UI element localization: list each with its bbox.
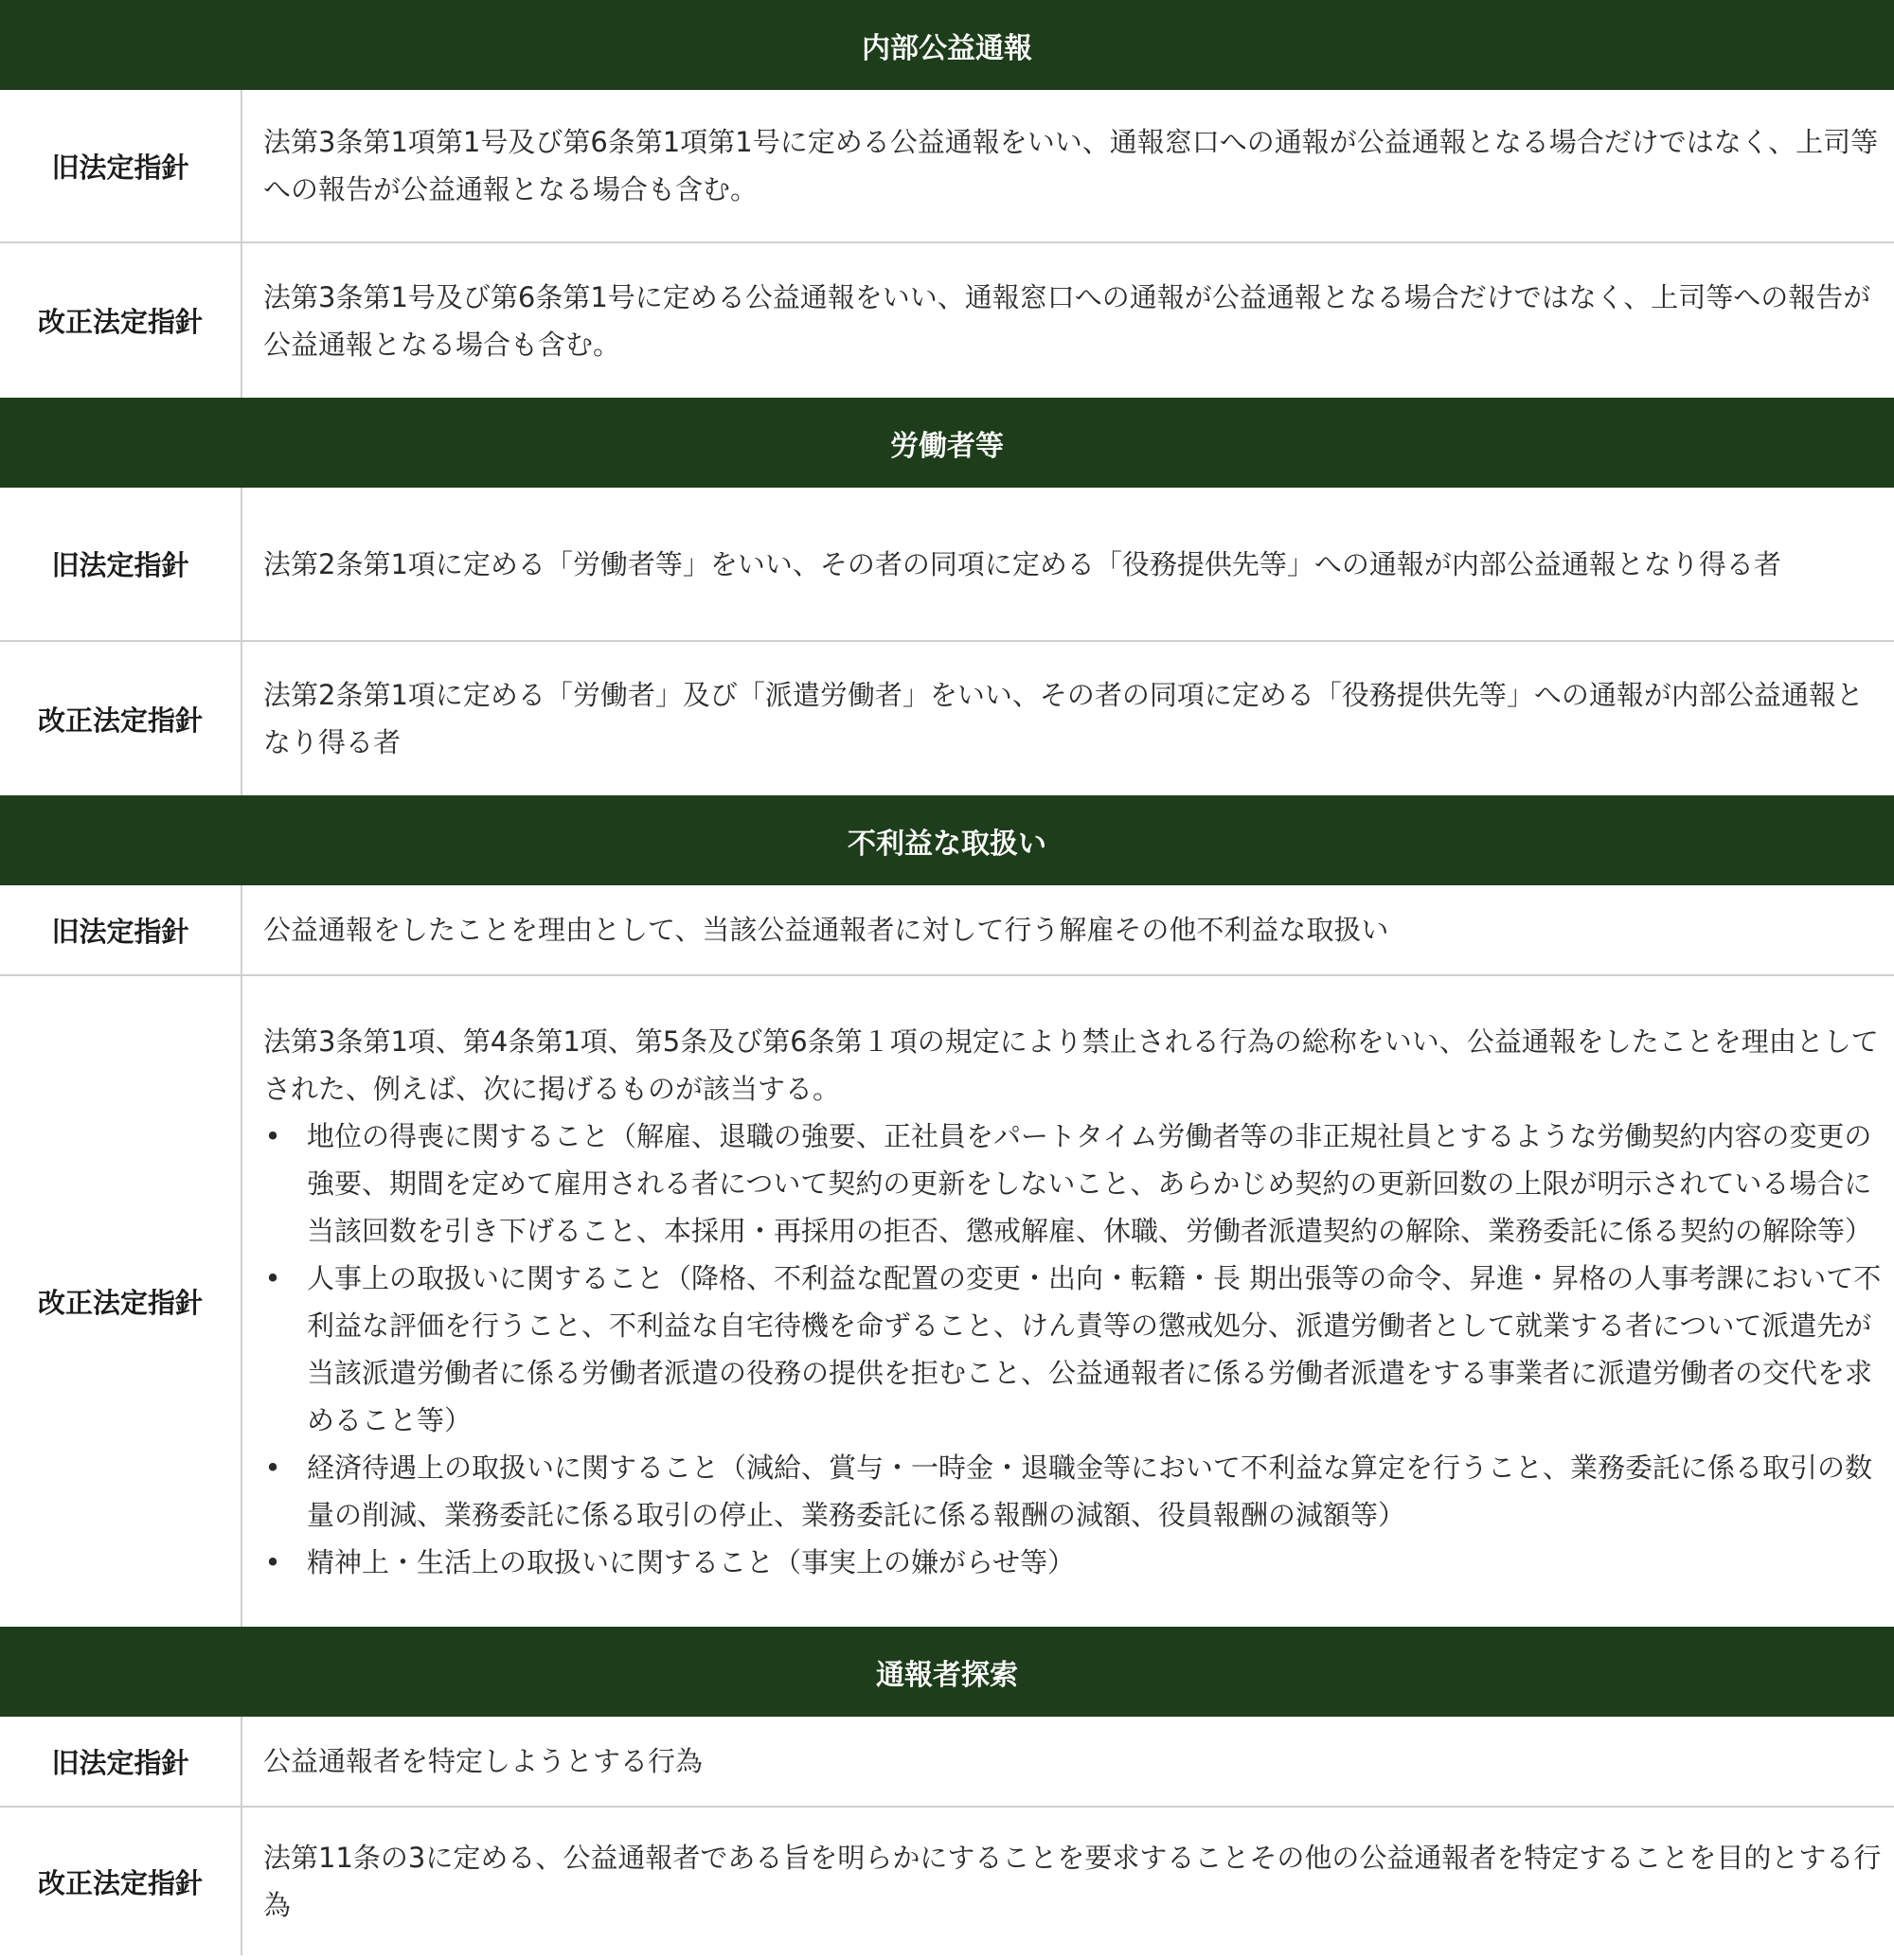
list-item [263, 1255, 1883, 1444]
row-text [242, 488, 1894, 640]
table-row [0, 488, 1894, 642]
section-header-internal-whistleblowing: 内部公益通報 [0, 0, 1894, 90]
row-label-old-guideline: 旧法定指針 [0, 885, 242, 974]
row-text-content: 法第2条第1項に定める「労働者」及び「派遣労働者」をいい、その者の同項に定める「役務提供先等」への通報が内部公益通報となり得る者 [263, 679, 1864, 758]
row-text [242, 1717, 1894, 1806]
table-row [0, 976, 1894, 1627]
bullet-icon: • [264, 1119, 281, 1152]
list-item-text: 精神上・生活上の取扱いに関すること（事実上の嫌がらせ等） [307, 1545, 1076, 1578]
row-label-revised-guideline: 改正法定指針 [0, 642, 242, 795]
section-header-whistleblower-search: 通報者探索 [0, 1627, 1894, 1717]
list-item-text: 人事上の取扱いに関すること（降格、不利益な配置の変更・出向・転籍・長 期出張等の命令、昇進・昇格の人事考課において不利益な評価を行うこと、不利益な自宅待機を命ずること、けん責等の懲戒処分、派遣労働者として就業する者について派遣先が当該派遣労働者に係る労働者派遣の役務の提供を拒むこと、公益通報者に係る労働者派遣をする事業者に派遣労働者の交代を求めること等） [307, 1261, 1882, 1436]
row-text-content: 法第3条第1項第1号及び第6条第1項第1号に定める公益通報をいい、通報窓口への通報が公益通報となる場合だけではなく、上司等への報告が公益通報となる場合も含む。 [263, 126, 1879, 205]
section-header-disadvantageous-treatment: 不利益な取扱い [0, 795, 1894, 885]
table-row [0, 642, 1894, 795]
list-item [263, 1539, 1883, 1586]
row-text [242, 976, 1894, 1627]
list-item-text: 地位の得喪に関すること（解雇、退職の強要、正社員をパートタイム労働者等の非正規社員とするような労働契約内容の変更の強要、期間を定めて雇用される者について契約の更新をしないこと、あらかじめ契約の更新回数の上限が明示されている場合に当該回数を引き下げること、本採用・再採用の拒否、懲戒解雇、休職、労働者派遣契約の解除、業務委託に係る契約の解除等） [307, 1119, 1873, 1247]
row-label-old-guideline: 旧法定指針 [0, 1717, 242, 1806]
bullet-icon: • [264, 1545, 281, 1578]
row-label-revised-guideline: 改正法定指針 [0, 243, 242, 398]
bullet-icon: • [264, 1451, 281, 1484]
row-text [242, 243, 1894, 398]
section-header-workers: 労働者等 [0, 398, 1894, 488]
row-label-old-guideline: 旧法定指針 [0, 488, 242, 640]
list-item [263, 1444, 1883, 1539]
table-row [0, 1808, 1894, 1955]
table-row [0, 885, 1894, 976]
table-row [0, 1717, 1894, 1808]
list-item [263, 1113, 1883, 1255]
row-text-content: 公益通報者を特定しようとする行為 [263, 1745, 704, 1777]
list-item-text: 経済待遇上の取扱いに関すること（減給、賞与・一時金・退職金等において不利益な算定を行うこと、業務委託に係る取引の数量の削減、業務委託に係る取引の停止、業務委託に係る報酬の減額、役員報酬の減額等） [307, 1451, 1873, 1531]
row-text-content: 法第11条の3に定める、公益通報者である旨を明らかにすることを要求することその他の公益通報者を特定することを目的とする行為 [263, 1842, 1882, 1921]
row-text-content: 法第3条第1号及び第6条第1号に定める公益通報をいい、通報窓口への通報が公益通報となる場合だけではなく、上司等への報告が公益通報となる場合も含む。 [263, 280, 1871, 361]
row-text [242, 1808, 1894, 1955]
row-text [242, 642, 1894, 795]
row-label-revised-guideline: 改正法定指針 [0, 976, 242, 1627]
row-text-content: 公益通報をしたことを理由として、当該公益通報者に対して行う解雇その他不利益な取扱い [263, 914, 1389, 946]
row-text [242, 885, 1894, 974]
bullet-icon: • [264, 1261, 281, 1294]
table-row [0, 90, 1894, 243]
row-text [242, 90, 1894, 241]
row-text-content: 法第3条第1項、第4条第1項、第5条及び第6条第１項の規定により禁止される行為の総称をいい、公益通報をしたことを理由としてされた、例えば、次に掲げるものが該当する。 [263, 1025, 1879, 1105]
bullet-list [263, 1113, 1883, 1586]
row-label-revised-guideline: 改正法定指針 [0, 1808, 242, 1955]
row-text-content: 法第2条第1項に定める「労働者等」をいい、その者の同項に定める「役務提供先等」への通報が内部公益通報となり得る者 [263, 547, 1781, 580]
row-label-old-guideline: 旧法定指針 [0, 90, 242, 241]
table-row [0, 243, 1894, 398]
